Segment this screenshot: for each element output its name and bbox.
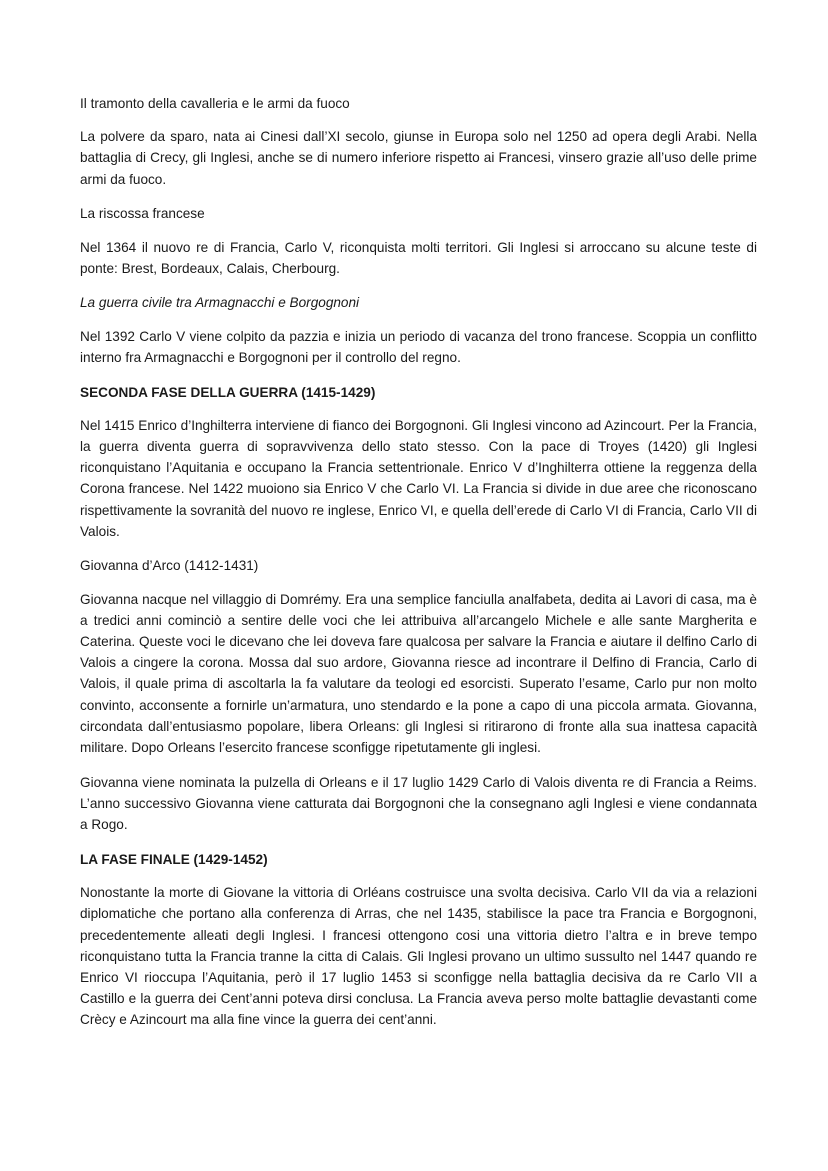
section-heading-second-phase: SECONDA FASE DELLA GUERRA (1415-1429) — [80, 384, 376, 400]
paragraph-french-revival: Nel 1364 il nuovo re di Francia, Carlo V, riconquista molti territori. Gli Inglesi si arroccano su alcune teste di ponte: Brest, Bordeaux, Calais, Cherbourg. — [80, 239, 757, 276]
section-title-firearms: Il tramonto della cavalleria e le armi da fuoco — [80, 96, 350, 111]
section-title-french-revival: La riscossa francese — [80, 206, 205, 222]
section-title-civil-war: La guerra civile tra Armagnacchi e Borgognoni — [80, 295, 360, 311]
section-heading-final-phase: LA FASE FINALE (1429-1452) — [80, 851, 268, 867]
paragraph-second-phase: Nel 1415 Enrico d’Inghilterra interviene di fianco dei Borgognoni. Gli Inglesi vincono ad Azincourt. Per la Francia, la guerra diventa guerra di sopravvivenza dello stato stesso. Con la pace di Troyes (1420) gli Inglesi riconquistano l’Aquitania e occupano la Francia settentrionale. Enrico V d’Inghilterra ottiene la reggenza della Corona francese. Nel 1422 muoiono sia Enrico V che Carlo VI. La Francia si divide in due aree che riconoscano rispettivamente la sovranità del nuovo re inglese, Enrico VI, e quella dell’erede di Carlo VI di Francia, Carlo VII di Valois. — [80, 417, 758, 539]
section-title-joan-of-arc: Giovanna d’Arco (1412-1431) — [80, 558, 259, 574]
paragraph-firearms: La polvere da sparo, nata ai Cinesi dall’XI secolo, giunse in Europa solo nel 1250 ad opera degli Arabi. Nella battaglia di Crecy, gli Inglesi, anche se di numero inferiore rispetto ai Francesi, vinsero grazie all’uso delle prime armi da fuoco. — [80, 129, 757, 187]
paragraph-joan-of-arc-2: Giovanna viene nominata la pulzella di Orleans e il 17 luglio 1429 Carlo di Valois diventa re di Francia a Reims. L’anno successivo Giovanna viene catturata dai Borgognoni che la consegnano agli Inglesi e viene condannata a Rogo. — [80, 774, 757, 833]
paragraph-joan-of-arc: Giovanna nacque nel villaggio di Domrémy. Era una semplice fanciulla analfabeta, dedita ai Lavori di casa, ma è a tredici anni cominciò a sentire delle voci che lei attribuiva all’arcangelo Michele e alle sante Margherita e Caterina. Queste voci le dicevano che lei doveva fare qualcosa per salvare la Francia e aiutare il delfino Carlo di Valois a cingere la corona. Mossa dal suo ardore, Giovanna riesce ad incontrare il Delfino di Francia, Carlo di Valois, il quale prima di ascoltarla la fa valutare da teologi ed esorcisti. Superato l’esame, Carlo pur non molto convinto, acconsente a fornirle un’armatura, uno stendardo e la pone a capo di una piccola armata. Giovanna, circondata dall’entusiasmo popolare, libera Orleans: gli Inglesi si ritirarono di fronte alla sua inattesa capacità militare. Dopo Orleans l’esercito francese sconfigge ripetutamente gli inglesi. — [80, 591, 757, 756]
paragraph-final-phase: Nonostante la morte di Giovane la vittoria di Orléans costruisce una svolta decisiva. Carlo VII da via a relazioni diplomatiche che portano alla conferenza di Arras, che nel 1435, stabilisce la pace tra Francia e Borgognoni, precedentemente alleati degli Inglesi. I francesi ottengono cosi una vittoria dietro l’altra e in breve tempo riconquistano tutta la Francia tranne la citta di Calais. Gli Inglesi provano un ultimo sussulto nel 1447 quando re Enrico VI rioccupa l’Aquitania, però il 17 luglio 1453 si sconfigge nella battaglia decisiva da re Carlo VII a Castillo e la guerra dei Cent’anni poteva dirsi conclusa. La Francia aveva perso molte battaglie devastanti come Crècy e Azincourt ma alla fine vince la guerra dei cent’anni. — [80, 885, 757, 1028]
paragraph-civil-war: Nel 1392 Carlo V viene colpito da pazzia e inizia un periodo di vacanza del trono francese. Scoppia un conflitto interno fra Armagnacchi e Borgognoni per il controllo del regno. — [80, 328, 757, 365]
